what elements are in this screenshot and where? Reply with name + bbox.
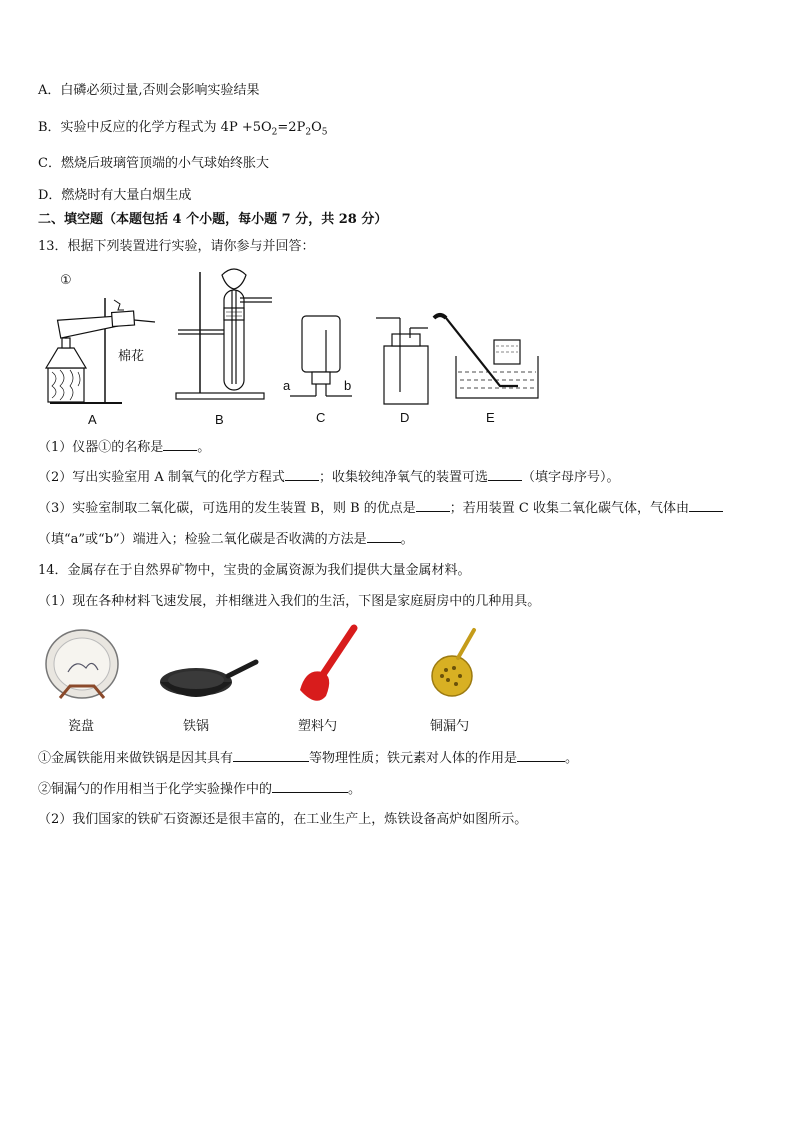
item-copper-ladle: 铜漏勺 <box>430 718 470 733</box>
plastic-spoon-image <box>300 628 354 701</box>
item-plastic-spoon: 塑料勺 <box>298 718 338 733</box>
text: （1）仪器①的名称是 <box>38 440 164 455</box>
option-b-text: =2P <box>277 120 306 135</box>
text: （填字母序号）。 <box>521 470 620 485</box>
copper-ladle-image <box>432 630 474 696</box>
text: ；若用装置 C 收集二氧化碳气体，气体由 <box>449 501 689 516</box>
text: 。 <box>348 782 362 797</box>
item-iron-wok: 铁锅 <box>183 718 210 733</box>
subscript: 2 <box>305 127 312 138</box>
q12-option-c: C．燃烧后玻璃管顶端的小气球始终胀大 <box>38 156 269 171</box>
label-a: A <box>88 412 97 427</box>
q12-option-d: D．燃烧时有大量白烟生成 <box>38 188 192 203</box>
q13-stem: 13．根据下列装置进行实验，请你参与并回答： <box>38 239 315 254</box>
option-b-text: O <box>311 120 322 135</box>
q12-option-a: A．白磷必须过量,否则会影响实验结果 <box>38 83 260 98</box>
text: ①金属铁能用来做铁锅是因其具有 <box>38 751 234 766</box>
answer-blank[interactable] <box>233 749 309 762</box>
q14-part1: （1）现在各种材料飞速发展，并相继进入我们的生活，下图是家庭厨房中的几种用具。 <box>38 594 541 609</box>
answer-blank[interactable] <box>272 780 348 793</box>
porcelain-plate-image <box>46 630 118 698</box>
answer-blank[interactable] <box>517 749 565 762</box>
q14-sub1 <box>38 749 578 768</box>
q14-sub2 <box>38 780 361 799</box>
text: ；收集较纯净氧气的装置可选 <box>318 470 488 485</box>
port-b-label: b <box>344 378 352 393</box>
label-c: C <box>316 410 326 425</box>
section-heading: 二、填空题（本题包括 4 个小题，每小题 7 分，共 28 分） <box>38 212 388 227</box>
label-d: D <box>400 410 410 425</box>
text: 。 <box>565 751 579 766</box>
label-e: E <box>486 410 495 425</box>
q14-stem: 14．金属存在于自然界矿物中，宝贵的金属资源为我们提供大量金属材料。 <box>38 563 471 578</box>
subscript: 5 <box>321 127 328 138</box>
option-b-text: B．实验中反应的化学方程式为 4P +5O <box>38 120 272 135</box>
cotton-label: 棉花 <box>118 348 145 363</box>
text: （3）实验室制取二氧化碳，可选用的发生装置 B，则 B 的优点是 <box>38 501 416 516</box>
text: 等物理性质；铁元素对人体的作用是 <box>309 751 518 766</box>
text: ②铜漏勺的作用相当于化学实验操作中的 <box>38 782 273 797</box>
item-porcelain-plate: 瓷盘 <box>68 718 95 733</box>
label-b: B <box>215 412 224 427</box>
text: （填“a”或“b”）端进入；检验二氧化碳是否收满的方法是 <box>38 532 367 547</box>
port-a-label: a <box>283 378 291 393</box>
text: 。 <box>400 532 414 547</box>
text: （2）写出实验室用 A 制氧气的化学方程式 <box>38 470 285 485</box>
iron-wok-image <box>160 662 256 697</box>
text: 。 <box>197 440 211 455</box>
subscript: 2 <box>271 127 278 138</box>
q14-part2: （2）我们国家的铁矿石资源还是很丰富的，在工业生产上，炼铁设备高炉如图所示。 <box>38 812 528 827</box>
circle-label-1: ① <box>60 272 72 287</box>
